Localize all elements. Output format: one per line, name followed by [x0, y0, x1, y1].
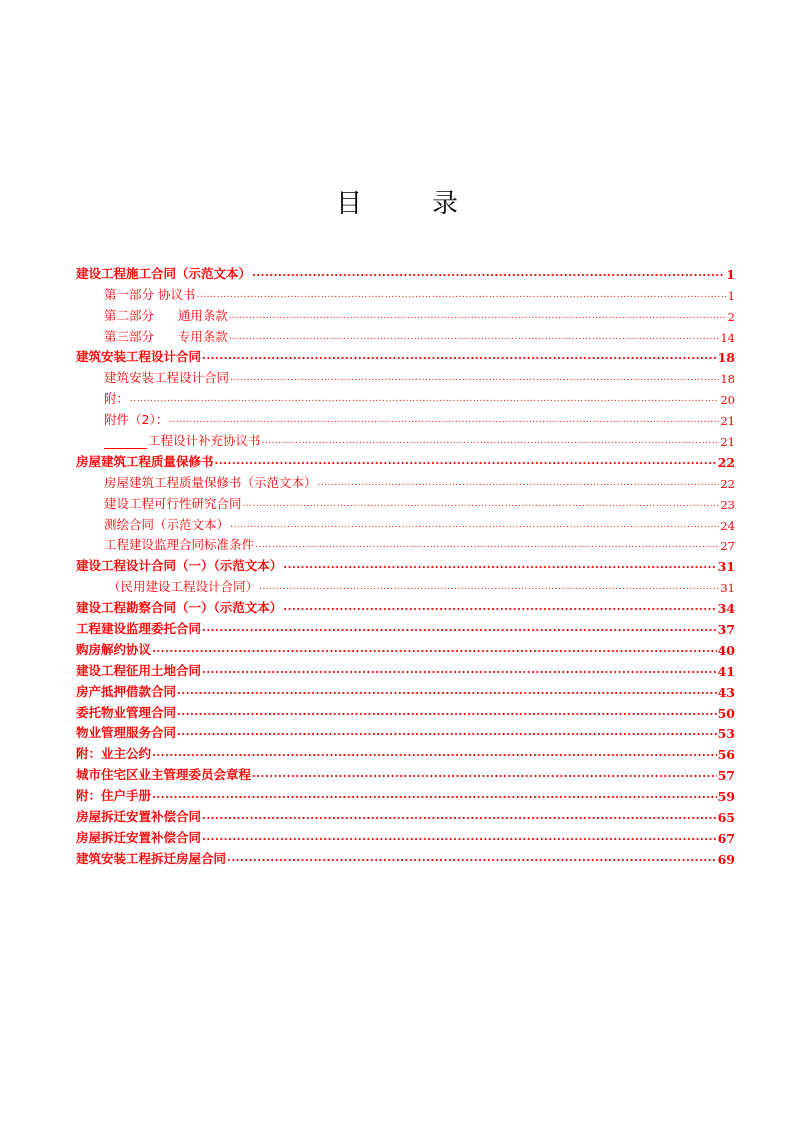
- toc-entry-page: 1: [727, 288, 735, 303]
- toc-entry[interactable]: [76, 804, 735, 825]
- toc-entry-title: 附：住户手册: [76, 788, 152, 804]
- page-title: [0, 183, 794, 220]
- toc-leader-dots: [152, 642, 717, 655]
- toc-entry[interactable]: [76, 428, 735, 449]
- toc-entry-page: 21: [720, 414, 735, 429]
- toc-leader-dots: [227, 851, 717, 864]
- toc-entry-title: 附：: [104, 391, 130, 407]
- toc-entry-title: 建筑安装工程设计合同: [104, 370, 230, 386]
- toc-entry[interactable]: [76, 491, 735, 512]
- toc-entry-title: 建设工程征用土地合同: [76, 662, 202, 678]
- toc-entry-page: 27: [720, 539, 735, 554]
- toc-leader-dots: [169, 415, 719, 425]
- toc-leader-dots: [230, 520, 719, 530]
- toc-leader-dots: [230, 373, 719, 383]
- toc-entry-title: 房屋建筑工程质量保修书（示范文本）: [104, 474, 317, 490]
- toc-entry[interactable]: [76, 345, 735, 366]
- toc-entry-title: 建设工程可行性研究合同: [104, 495, 242, 511]
- toc-entry[interactable]: [76, 741, 735, 762]
- toc-entry[interactable]: [76, 407, 735, 428]
- toc-entry-page: 2: [727, 309, 735, 324]
- toc-entry-title: 房产抵押借款合同: [76, 683, 177, 699]
- toc-entry-page: 22: [720, 476, 735, 491]
- toc-entry-title: 工程设计补充协议书: [147, 433, 261, 449]
- toc-entry-page: 40: [717, 642, 735, 658]
- toc-entry[interactable]: [76, 512, 735, 533]
- toc-entry-page: 31: [720, 581, 735, 596]
- toc-entry-title: 建设工程勘察合同（一）（示范文本）: [76, 600, 283, 616]
- toc-entry-page: 41: [717, 663, 735, 679]
- toc-entry-page: 43: [717, 684, 735, 700]
- toc-leader-dots: [152, 788, 717, 801]
- toc-entry[interactable]: [76, 324, 735, 345]
- toc-leader-dots: [130, 394, 719, 404]
- toc-entry-page: 69: [717, 851, 735, 867]
- toc-entry-title: 购房解约协议: [76, 641, 152, 657]
- toc-entry[interactable]: [76, 365, 735, 386]
- blank-underline: [104, 436, 147, 449]
- toc-entry[interactable]: [76, 700, 735, 721]
- toc-leader-dots: [259, 582, 719, 592]
- toc-entry-page: 18: [720, 372, 735, 387]
- toc-entry[interactable]: [76, 303, 735, 324]
- toc-leader-dots: [255, 540, 719, 550]
- toc-leader-dots: [202, 663, 717, 676]
- toc-entry-title: 建筑安装工程拆迁房屋合同: [76, 850, 227, 866]
- toc-entry-page: 1: [726, 266, 735, 282]
- toc-entry-page: 57: [717, 768, 735, 784]
- toc-entry[interactable]: [76, 783, 735, 804]
- toc-entry-title: 房屋拆迁安置补偿合同: [76, 829, 202, 845]
- toc-entry-page: 23: [720, 497, 735, 512]
- toc-entry-title: 第三部分 专用条款: [104, 328, 228, 344]
- toc-entry[interactable]: [76, 553, 735, 574]
- toc-entry-title: 测绘合同（示范文本）: [104, 516, 230, 532]
- toc-leader-dots: [202, 809, 717, 822]
- toc-entry-title: 房屋拆迁安置补偿合同: [76, 809, 202, 825]
- toc-entry-title: 建设工程设计合同（一）（示范文本）: [76, 558, 283, 574]
- toc-entry[interactable]: [76, 574, 735, 595]
- toc-entry-title: 物业管理服务合同: [76, 725, 177, 741]
- toc-entry-title: 第一部分 协议书: [104, 286, 196, 302]
- table-of-contents: [76, 261, 735, 867]
- toc-entry[interactable]: [76, 533, 735, 554]
- toc-entry-page: 18: [717, 350, 735, 366]
- toc-entry[interactable]: [76, 762, 735, 783]
- toc-leader-dots: [202, 621, 717, 634]
- toc-entry-page: 50: [717, 705, 735, 721]
- toc-entry[interactable]: [76, 386, 735, 407]
- toc-entry-title: 委托物业管理合同: [76, 704, 177, 720]
- toc-entry-page: 67: [717, 830, 735, 846]
- toc-entry[interactable]: [76, 616, 735, 637]
- toc-entry-page: 56: [717, 747, 735, 763]
- toc-entry-title: 工程建设监理委托合同: [76, 621, 202, 637]
- toc-entry[interactable]: [76, 825, 735, 846]
- title-char-2: 录: [432, 189, 459, 219]
- toc-entry-page: 59: [717, 789, 735, 805]
- toc-entry-title: 城市住宅区业主管理委员会章程: [76, 767, 252, 783]
- toc-entry-page: 22: [717, 454, 735, 470]
- toc-leader-dots: [196, 290, 726, 300]
- toc-entry[interactable]: [76, 721, 735, 742]
- toc-entry-page: 14: [720, 330, 735, 345]
- toc-entry-page: 34: [717, 601, 735, 617]
- toc-entry[interactable]: [76, 846, 735, 867]
- toc-entry-title: 工程建设监理合同标准条件: [104, 537, 255, 553]
- toc-entry-page: 53: [717, 726, 735, 742]
- toc-leader-dots: [177, 705, 717, 718]
- toc-entry-title: 第二部分 通用条款: [104, 307, 228, 323]
- toc-entry-title: 附件（2）：: [104, 412, 169, 428]
- toc-leader-dots: [283, 558, 716, 571]
- toc-entry[interactable]: [76, 449, 735, 470]
- toc-entry-page: 65: [717, 810, 735, 826]
- toc-entry-page: 21: [720, 435, 735, 450]
- toc-entry[interactable]: [76, 470, 735, 491]
- toc-leader-dots: [229, 311, 727, 321]
- toc-leader-dots: [243, 499, 720, 509]
- toc-leader-dots: [318, 478, 720, 488]
- toc-leader-dots: [252, 266, 725, 279]
- toc-leader-dots: [229, 332, 720, 342]
- toc-entry-title: 建筑安装工程设计合同: [76, 349, 202, 365]
- toc-leader-dots: [202, 349, 717, 362]
- toc-entry-page: 31: [717, 559, 735, 575]
- toc-leader-dots: [283, 600, 716, 613]
- toc-entry-title: 附：业主公约: [76, 746, 152, 762]
- toc-entry[interactable]: [76, 261, 735, 282]
- toc-leader-dots: [215, 454, 717, 467]
- title-char-1: 目: [335, 189, 362, 219]
- toc-entry-title: （民用建设工程设计合同）: [108, 579, 259, 595]
- toc-entry[interactable]: [76, 658, 735, 679]
- toc-leader-dots: [261, 436, 719, 446]
- toc-leader-dots: [177, 725, 717, 738]
- toc-leader-dots: [152, 746, 717, 759]
- toc-entry-title: 房屋建筑工程质量保修书: [76, 453, 214, 469]
- toc-entry-page: 24: [720, 518, 735, 533]
- toc-leader-dots: [252, 767, 717, 780]
- toc-entry-title: 建设工程施工合同（示范文本）: [76, 265, 252, 281]
- toc-entry[interactable]: [76, 637, 735, 658]
- toc-leader-dots: [177, 684, 717, 697]
- toc-leader-dots: [202, 830, 717, 843]
- toc-entry[interactable]: [76, 282, 735, 303]
- toc-entry[interactable]: [76, 595, 735, 616]
- toc-entry-page: 20: [720, 393, 735, 408]
- toc-entry-page: 37: [717, 622, 735, 638]
- toc-entry[interactable]: [76, 679, 735, 700]
